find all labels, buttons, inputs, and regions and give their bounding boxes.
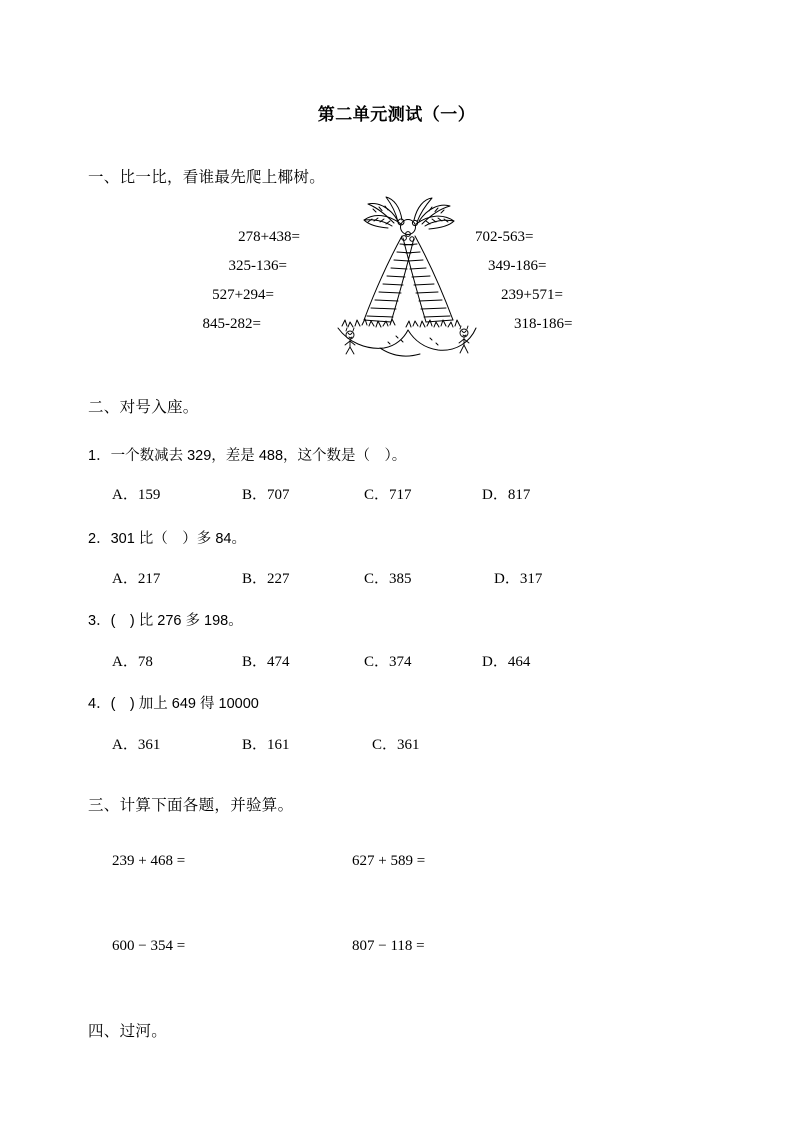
section-four-heading: 四、过河。 <box>88 1023 168 1040</box>
question-2-options <box>112 567 542 588</box>
option-c[interactable]: C．717 <box>364 487 412 503</box>
option-a[interactable]: A．159 <box>112 487 161 503</box>
equation-column-left <box>180 230 300 346</box>
option-c[interactable]: C．361 <box>372 737 420 753</box>
option-d[interactable]: D．464 <box>482 654 531 670</box>
equation-item: 702-563= <box>475 229 534 245</box>
calculation-row <box>112 938 712 955</box>
question-1-options <box>112 483 530 504</box>
option-b[interactable]: B．474 <box>242 654 290 670</box>
calculation-item: 239 + 468 = <box>112 853 186 869</box>
section-one-problem-block <box>0 196 793 366</box>
question-3-text: 3．( ) 比 276 多 198。 <box>88 613 243 629</box>
equation-item: 845-282= <box>202 316 261 332</box>
option-b[interactable]: B．227 <box>242 571 290 587</box>
section-two-heading: 二、对号入座。 <box>88 399 199 416</box>
section-one-heading: 一、比一比，看谁最先爬上椰树。 <box>88 169 326 186</box>
equation-item: 239+571= <box>501 287 563 303</box>
calculation-item: 600 − 354 = <box>112 938 186 954</box>
question-4-text: 4．( ) 加上 649 得 10000 <box>88 696 259 712</box>
calculation-item: 807 − 118 = <box>352 938 425 954</box>
question-4-options <box>112 733 420 754</box>
question-2-text: 2．301 比（ ）多 84。 <box>88 531 246 547</box>
option-d[interactable]: D．817 <box>482 487 531 503</box>
option-a[interactable]: A．78 <box>112 654 153 670</box>
option-c[interactable]: C．374 <box>364 654 412 670</box>
equation-item: 318-186= <box>514 316 573 332</box>
section-three-heading: 三、计算下面各题，并验算。 <box>88 797 294 814</box>
option-a[interactable]: A．361 <box>112 737 161 753</box>
equation-column-right <box>475 230 595 346</box>
calculation-row <box>112 853 712 870</box>
option-b[interactable]: B．707 <box>242 487 290 503</box>
option-d[interactable]: D．317 <box>494 571 543 587</box>
equation-item: 278+438= <box>238 229 300 245</box>
calculation-item: 627 + 589 = <box>352 853 426 869</box>
question-1-text: 1．一个数减去 329，差是 488，这个数是（ ）。 <box>88 448 407 464</box>
option-b[interactable]: B．161 <box>242 737 290 753</box>
option-a[interactable]: A．217 <box>112 571 161 587</box>
equation-item: 527+294= <box>212 287 274 303</box>
coconut-tree-illustration <box>318 196 498 368</box>
equation-item: 349-186= <box>488 258 547 274</box>
equation-item: 325-136= <box>228 258 287 274</box>
option-c[interactable]: C．385 <box>364 571 412 587</box>
question-3-options <box>112 650 530 671</box>
page-title: 第二单元测试（一） <box>317 105 476 124</box>
